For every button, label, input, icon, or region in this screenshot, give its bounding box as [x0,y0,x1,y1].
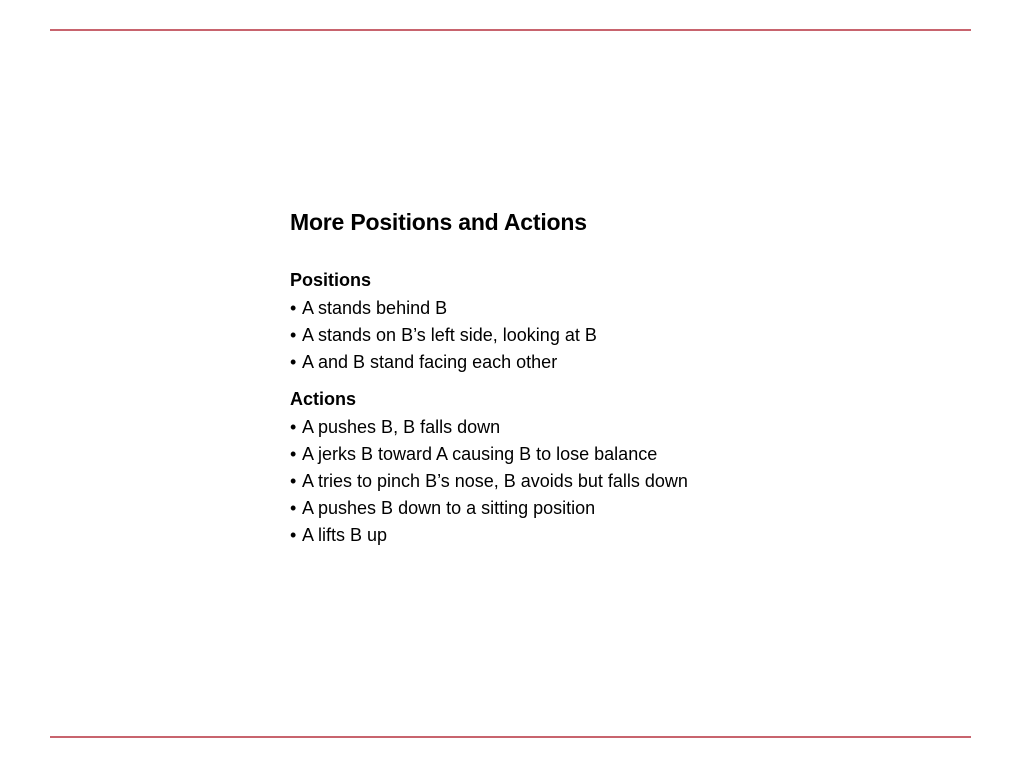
list-item [290,441,850,468]
positions-heading: Positions [290,270,372,290]
actions-section [290,387,850,549]
list-item-text: A stands on B’s left side, looking at B [302,325,597,345]
list-item [290,414,850,441]
list-item-text: A jerks B toward A causing B to lose balance [302,444,658,464]
bullet-icon: • [290,498,297,518]
slide-content [290,206,850,549]
list-item [290,295,850,322]
bullet-icon: • [290,525,297,545]
list-item-text: A pushes B, B falls down [302,417,501,437]
bullet-icon: • [290,352,297,372]
bullet-icon: • [290,325,297,345]
list-item-text: A stands behind B [302,298,448,318]
list-item [290,349,850,376]
bullet-icon: • [290,471,297,491]
bottom-divider [50,736,971,738]
positions-list [290,295,850,376]
bullet-icon: • [290,298,297,318]
top-divider [50,29,971,31]
actions-heading: Actions [290,389,357,409]
actions-list [290,414,850,549]
list-item-text: A and B stand facing each other [302,352,558,372]
list-item [290,522,850,549]
list-item-text: A pushes B down to a sitting position [302,498,596,518]
list-item [290,495,850,522]
positions-section [290,268,850,376]
list-item [290,468,850,495]
list-item-text: A lifts B up [302,525,388,545]
list-item [290,322,850,349]
list-item-text: A tries to pinch B’s nose, B avoids but falls down [302,471,688,491]
bullet-icon: • [290,417,297,437]
bullet-icon: • [290,444,297,464]
page-title: More Positions and Actions [290,209,587,235]
